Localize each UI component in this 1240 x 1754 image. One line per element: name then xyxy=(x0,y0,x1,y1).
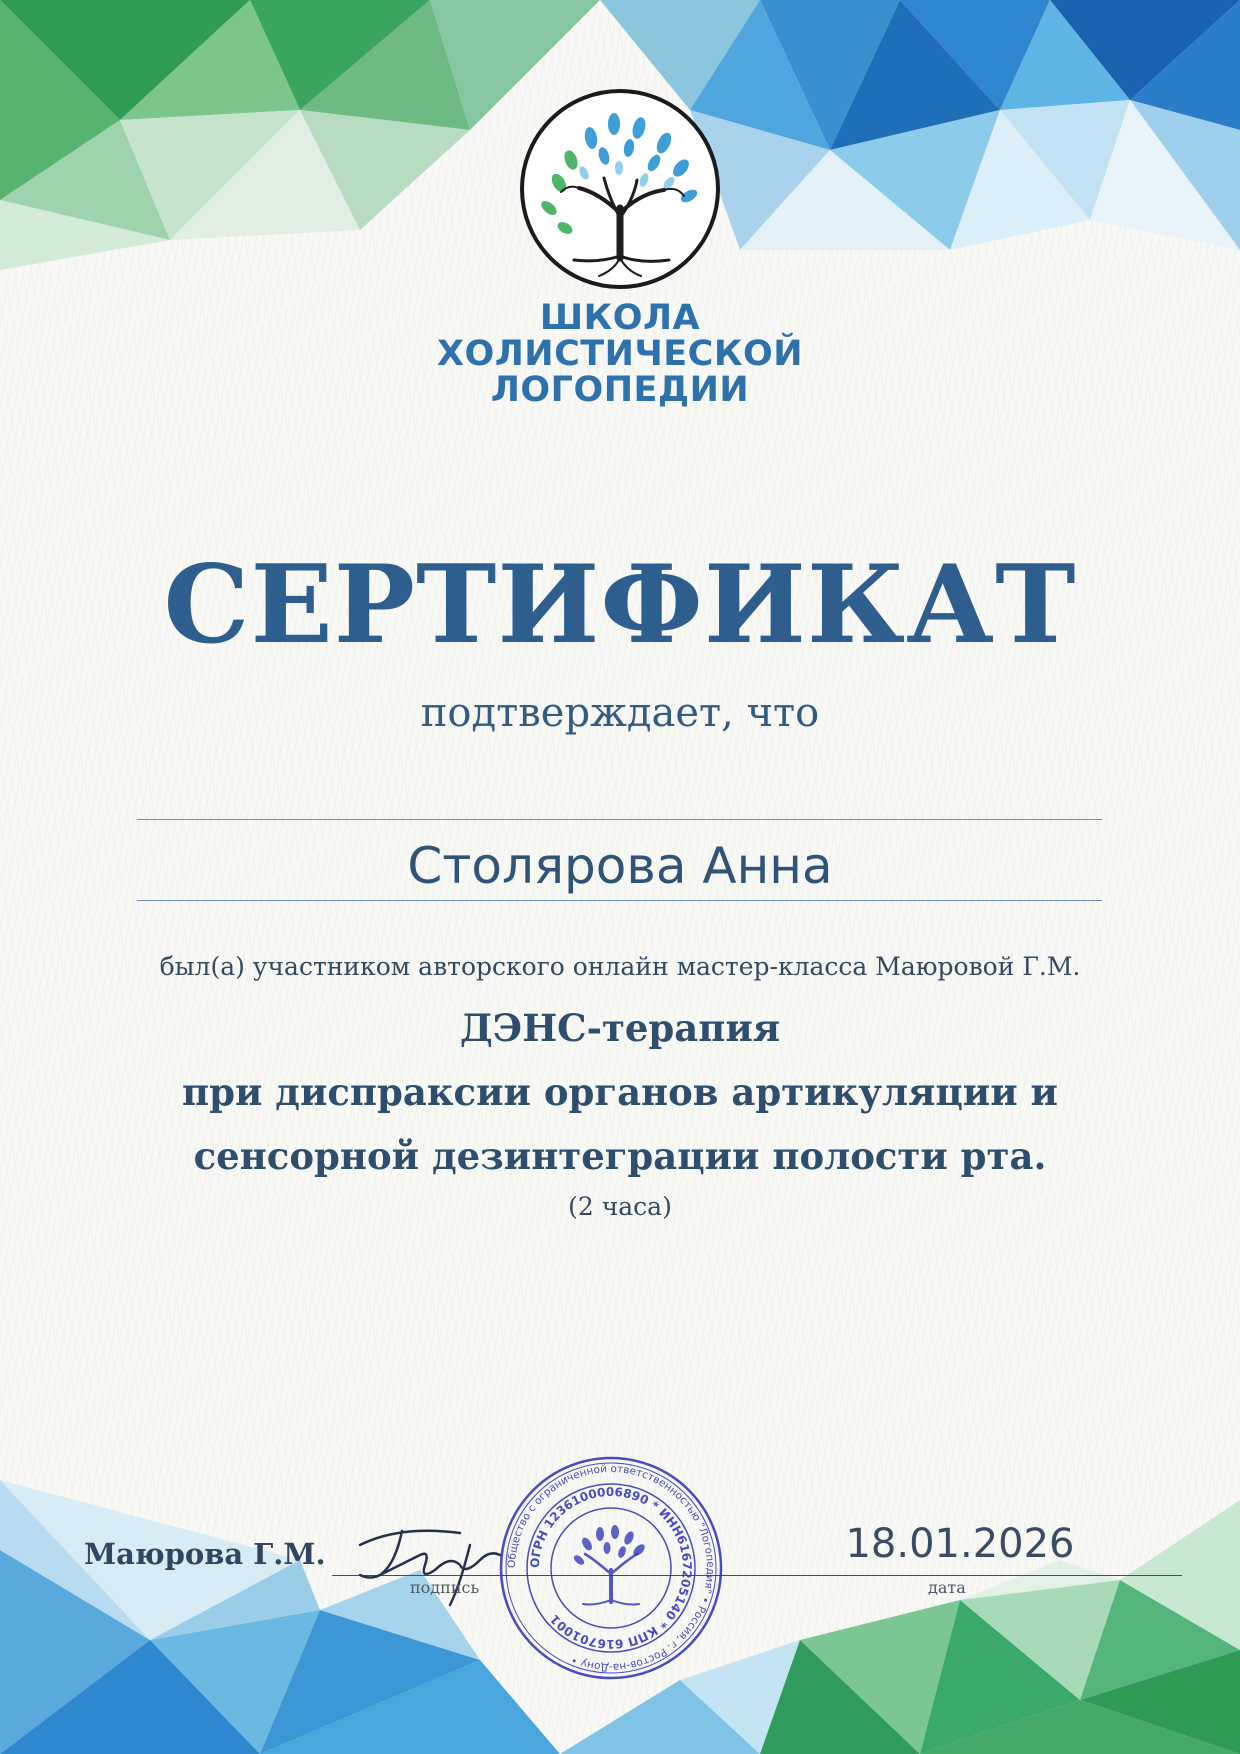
signature-caption: подпись xyxy=(410,1578,480,1597)
course-title-line: при диспраксии органов артикуляции и xyxy=(182,1070,1058,1114)
course-title xyxy=(0,996,1240,1188)
school-name-line: ЛОГОПЕДИИ xyxy=(490,370,750,410)
course-hours: (2 часа) xyxy=(568,1192,672,1221)
certificate-title: СЕРТИФИКАТ xyxy=(163,542,1077,668)
svg-text:Общество с ограниченной ответс: Общество с ограниченной ответственностью "Логопедия" • Россия, г. Ростов-на-Дону • xyxy=(505,1462,717,1674)
course-title-line: сенсорной дезинтеграции полости рта. xyxy=(193,1134,1047,1178)
date-caption: дата xyxy=(928,1578,966,1597)
tree-logo-icon xyxy=(519,88,721,290)
course-title-line: ДЭНС-терапия xyxy=(459,1006,781,1050)
svg-text:ОГРН 1236100006890 * ИНН616720: ОГРН 1236100006890 * ИНН6167205140 * КПП 616701001 xyxy=(527,1484,695,1652)
name-bottom-rule xyxy=(137,900,1102,901)
participation-text: был(а) участником авторского онлайн мастер-класса Маюровой Г.М. xyxy=(159,952,1081,981)
certificate-date: 18.01.2026 xyxy=(845,1521,1075,1567)
recipient-name: Столярова Анна xyxy=(407,837,833,895)
signer-name: Маюрова Г.М. xyxy=(84,1537,326,1571)
school-name-line: ХОЛИСТИЧЕСКОЙ xyxy=(437,334,803,374)
school-name xyxy=(0,300,1240,408)
stamp-seal-icon xyxy=(495,1452,727,1684)
school-name-line: ШКОЛА xyxy=(539,298,701,338)
certificate-subtitle: подтверждает, что xyxy=(420,690,820,736)
name-top-rule xyxy=(137,819,1102,820)
